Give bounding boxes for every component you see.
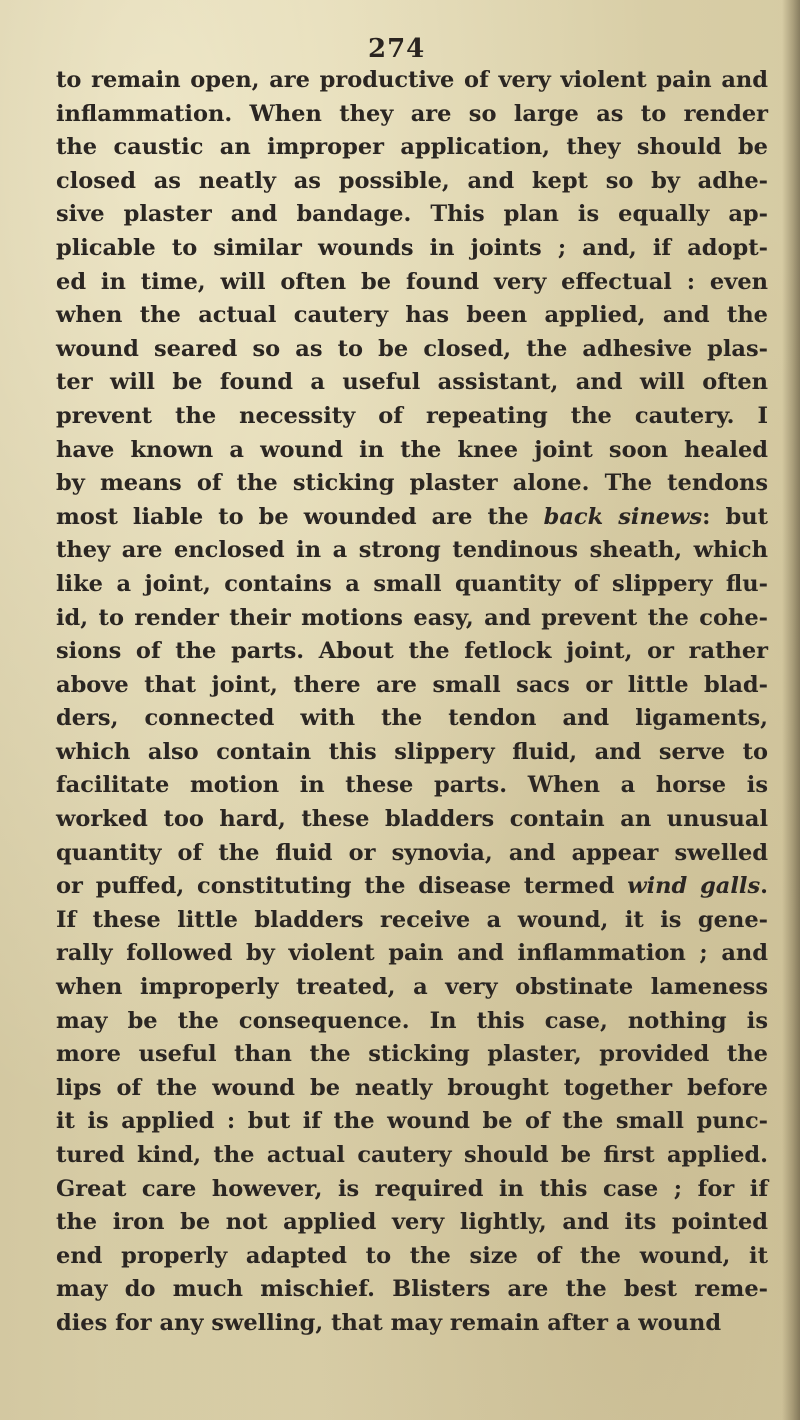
text-line: when improperly treated, a very obstinate lameness: [56, 974, 768, 1001]
text-line: like a joint, contains a small quantity of slippery flu-: [56, 570, 768, 597]
text-line: the caustic an improper application, they should be: [56, 134, 768, 161]
text-line: Great care however, is required in this case ; for if: [56, 1175, 768, 1202]
text-line: dies for any swelling, that may remain after a wound: [56, 1309, 722, 1336]
text-line: ter will be found a useful assistant, and will often: [56, 369, 768, 396]
text-line: more useful than the sticking plaster, provided the: [56, 1041, 768, 1068]
text-line: plicable to similar wounds in joints ; and, if adopt-: [56, 234, 768, 261]
text-line: prevent the necessity of repeating the cautery. I: [56, 402, 768, 429]
text-line: the iron be not applied very lightly, and its pointed: [56, 1209, 768, 1236]
text-line: sions of the parts. About the fetlock joint, or rather: [56, 638, 768, 665]
text-line: above that joint, there are small sacs or little blad-: [56, 671, 768, 698]
page-edge-shadow: [782, 0, 800, 1420]
text-line: quantity of the fluid or synovia, and appear swelled: [56, 839, 768, 866]
page-number: 274: [368, 34, 426, 64]
text-line: ed in time, will often be found very effectual : even: [56, 268, 768, 295]
text-line: may be the consequence. In this case, nothing is: [56, 1007, 768, 1034]
italic-term: back sinews: [543, 503, 703, 530]
text-line: worked too hard, these bladders contain an unusual: [56, 806, 768, 833]
text-line: to remain open, are productive of very violent pain and: [56, 67, 768, 93]
text-line: wound seared so as to be closed, the adhesive plas-: [56, 335, 768, 362]
text-line: ders, connected with the tendon and ligaments,: [56, 705, 768, 732]
text-line: sive plaster and bandage. This plan is equally ap-: [56, 201, 768, 228]
text-line: by means of the sticking plaster alone. The tendons: [56, 470, 768, 497]
body-text: [56, 64, 768, 1341]
text-line: or puffed, constituting the disease termed wind galls.: [56, 873, 768, 900]
text-line: end properly adapted to the size of the wound, it: [56, 1242, 768, 1269]
text-line: closed as neatly as possible, and kept so by adhe-: [56, 167, 768, 194]
text-line: facilitate motion in these parts. When a horse is: [56, 772, 768, 799]
text-line: lips of the wound be neatly brought together before: [56, 1074, 768, 1101]
text-line: id, to render their motions easy, and prevent the cohe-: [56, 604, 768, 631]
text-line: have known a wound in the knee joint soon healed: [56, 436, 768, 463]
text-line: If these little bladders receive a wound, it is gene-: [56, 906, 768, 933]
text-line: may do much mischief. Blisters are the best reme-: [56, 1276, 768, 1303]
text-line: tured kind, the actual cautery should be first applied.: [56, 1142, 768, 1168]
text-line: most liable to be wounded are the back sinews: but: [56, 503, 769, 530]
text-line: rally followed by violent pain and inflammation ; and: [56, 940, 768, 967]
text-line: inflammation. When they are so large as to render: [56, 100, 768, 127]
text-line: when the actual cautery has been applied, and the: [56, 302, 768, 329]
italic-term: wind galls: [627, 873, 761, 900]
text-line: they are enclosed in a strong tendinous sheath, which: [56, 537, 768, 564]
text-line: which also contain this slippery fluid, and serve to: [56, 738, 768, 765]
text-line: it is applied : but if the wound be of the small punc-: [56, 1108, 768, 1135]
